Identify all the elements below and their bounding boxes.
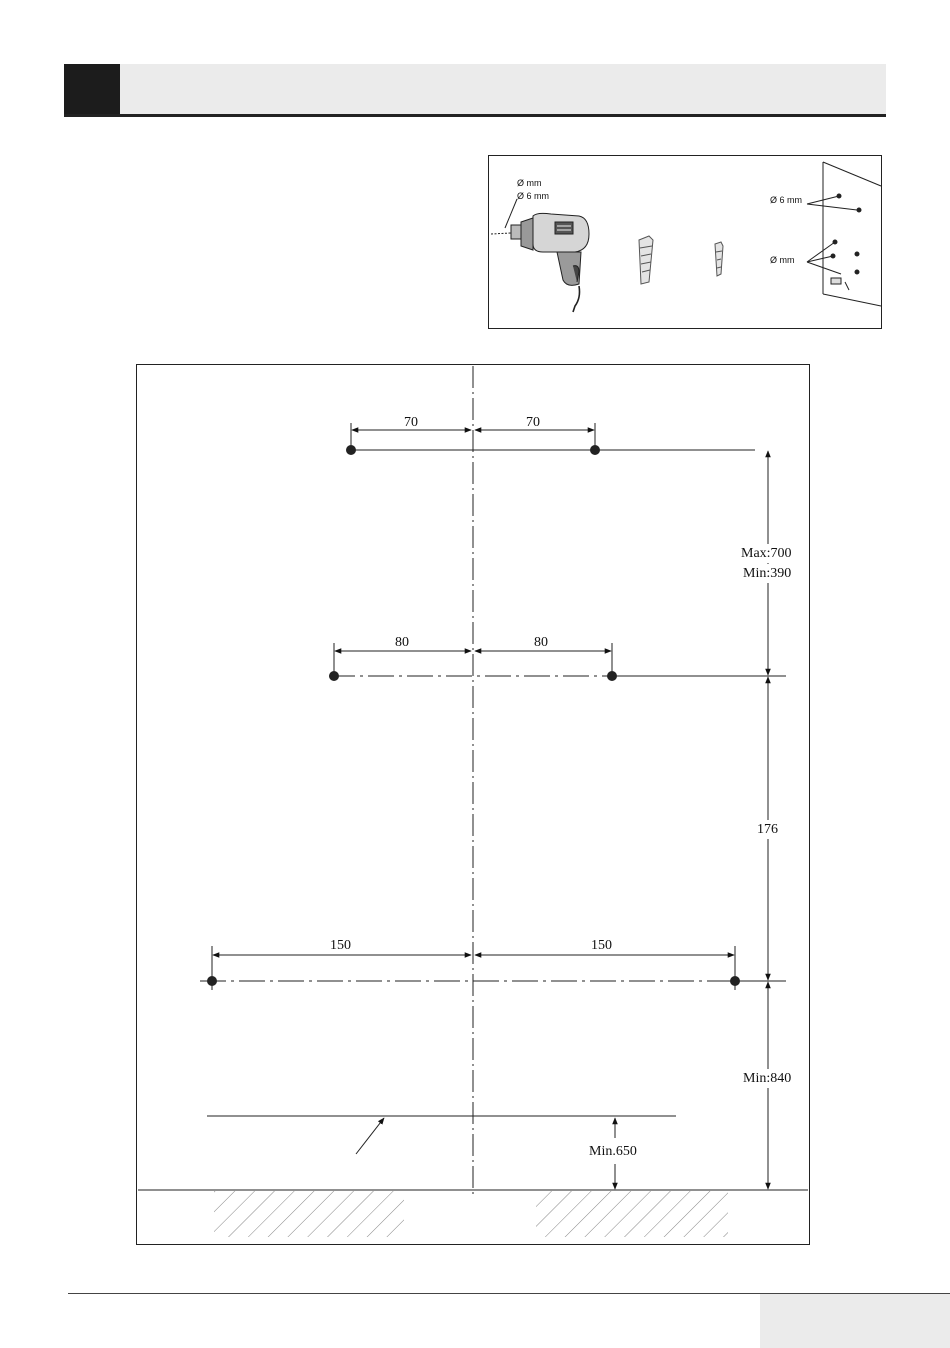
hob-leader-line	[356, 1118, 384, 1154]
floor-hatch-left	[214, 1191, 404, 1237]
dim-label-bottom-left: 150	[330, 938, 351, 953]
dim-label-mid-left: 80	[395, 635, 409, 650]
drill-hole-3-right	[730, 976, 740, 986]
floor-hatch-right	[536, 1191, 728, 1237]
drill-hole-2-right	[607, 671, 617, 681]
dim-label-mid-right: 80	[534, 635, 548, 650]
wall-hole-label-1: Ø 6 mm	[770, 195, 803, 205]
dim-label-hob-clearance: Min.650	[589, 1144, 637, 1159]
drill-bit-label-2: Ø 6 mm	[517, 191, 550, 201]
footer-page-box	[760, 1294, 950, 1348]
dim-label-bottom-right: 150	[591, 938, 612, 953]
drill-bit-label-1: Ø mm	[517, 178, 542, 188]
dim-label-vertical-bottom: Min:840	[743, 1071, 792, 1086]
dim-label-top-left: 70	[404, 415, 418, 430]
drill-hole-1-right	[590, 445, 600, 455]
drill-hole-3-left	[207, 976, 217, 986]
dim-label-vertical-top-min: Min:390	[743, 566, 792, 581]
dim-label-vertical-mid: 176	[757, 822, 778, 837]
drill-hole-1-left	[346, 445, 356, 455]
wall-hole-label-2: Ø mm	[770, 255, 795, 265]
dim-label-vertical-top-max: Max:700	[741, 546, 792, 561]
drill-hole-2-left	[329, 671, 339, 681]
dim-label-top-right: 70	[526, 415, 540, 430]
